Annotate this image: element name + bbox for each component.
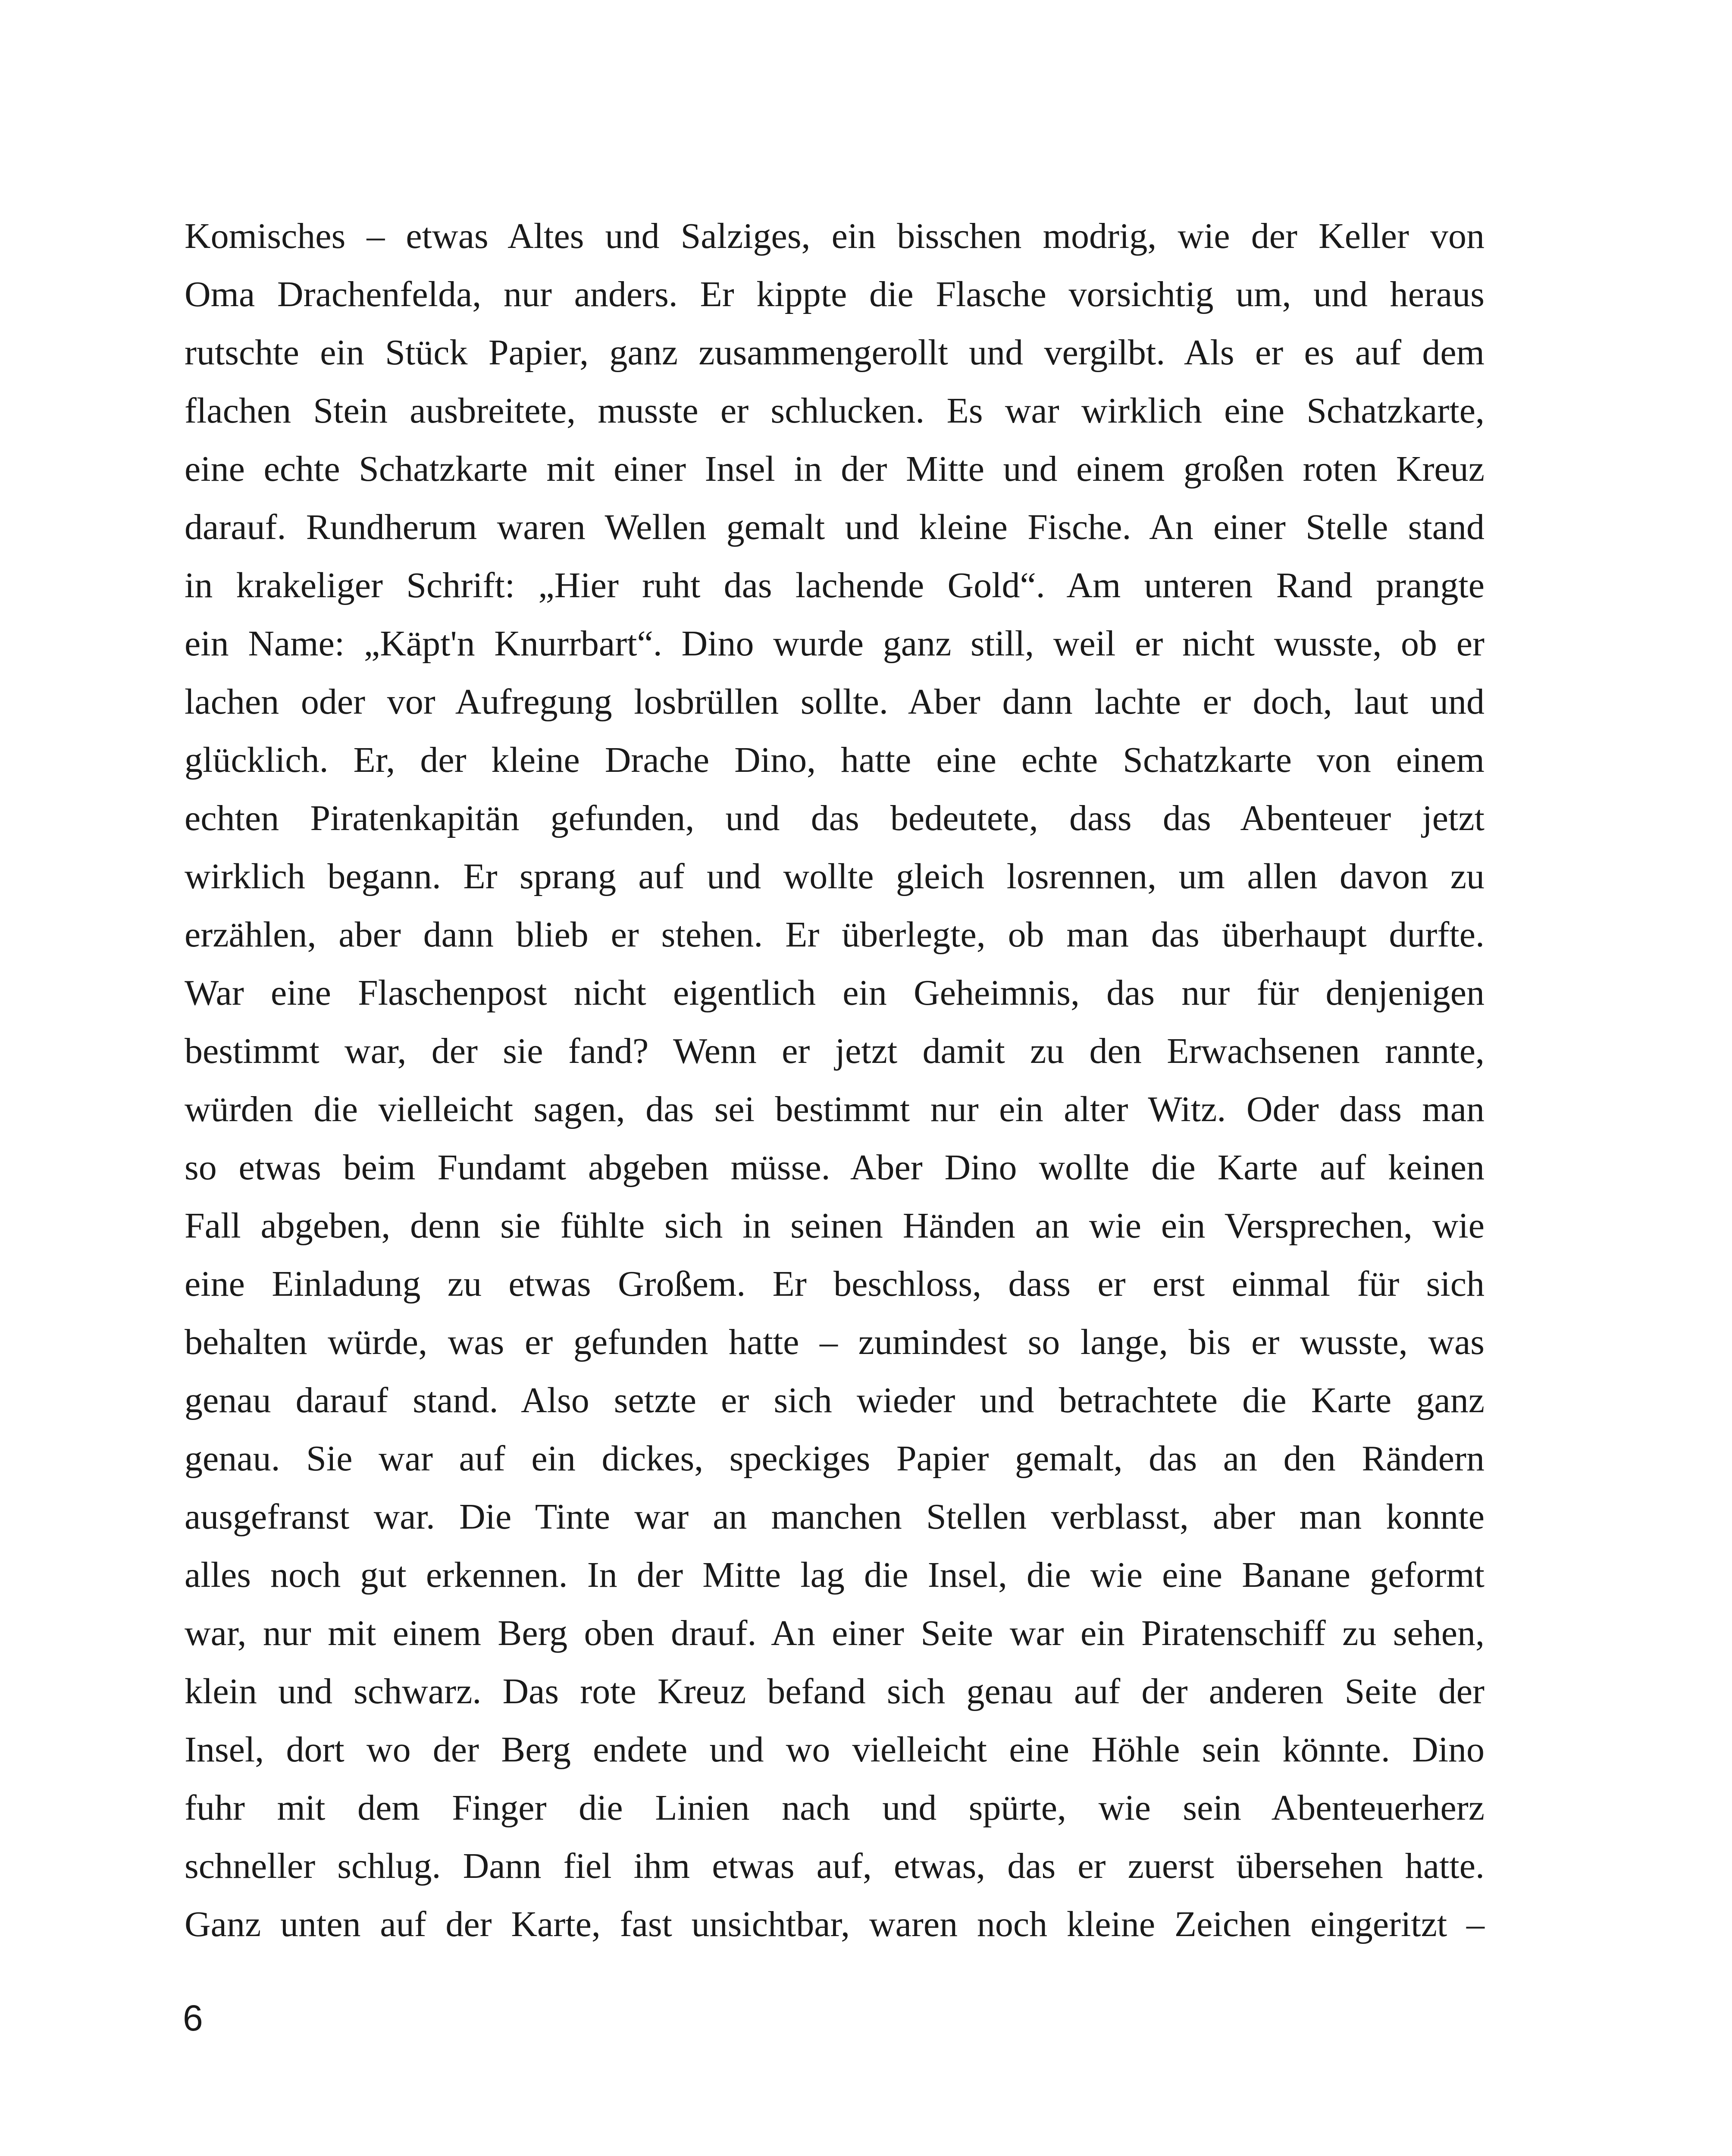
text-line: bestimmt war, der sie fand? Wenn er jetzt damit zu den Erwachsenen rannte, [185, 1031, 1485, 1071]
text-line: war, nur mit einem Berg oben drauf. An einer Seite war ein Piratenschiff zu sehen, [185, 1613, 1485, 1653]
text-line: ein Name: „Käpt'n Knurrbart“. Dino wurde ganz still, weil er nicht wusste, ob er [185, 624, 1485, 664]
text-line: klein und schwarz. Das rote Kreuz befand sich genau auf der anderen Seite der [185, 1671, 1485, 1711]
text-line: so etwas beim Fundamt abgeben müsse. Aber Dino wollte die Karte auf keinen [185, 1147, 1485, 1188]
text-line: War eine Flaschenpost nicht eigentlich ein Geheimnis, das nur für denjenigen [185, 973, 1485, 1013]
text-line: würden die vielleicht sagen, das sei bestimmt nur ein alter Witz. Oder dass man [185, 1089, 1485, 1129]
text-line: eine Einladung zu etwas Großem. Er beschloss, dass er erst einmal für sich [185, 1264, 1485, 1304]
body-text [185, 207, 1485, 1953]
text-line: flachen Stein ausbreitete, musste er schlucken. Es war wirklich eine Schatzkarte, [185, 391, 1485, 431]
text-line: genau darauf stand. Also setzte er sich wieder und betrachtete die Karte ganz [185, 1380, 1485, 1420]
text-line: rutschte ein Stück Papier, ganz zusammengerollt und vergilbt. Als er es auf dem [185, 332, 1485, 373]
text-line: Ganz unten auf der Karte, fast unsichtbar, waren noch kleine Zeichen eingeritzt – [185, 1904, 1485, 1944]
text-line: behalten würde, was er gefunden hatte – zumindest so lange, bis er wusste, was [185, 1322, 1485, 1362]
text-line: in krakeliger Schrift: „Hier ruht das lachende Gold“. Am unteren Rand prangte [185, 565, 1485, 605]
text-line: schneller schlug. Dann fiel ihm etwas auf, etwas, das er zuerst übersehen hatte. [185, 1846, 1485, 1886]
text-line: ausgefranst war. Die Tinte war an manchen Stellen verblasst, aber man konnte [185, 1497, 1485, 1537]
text-line: lachen oder vor Aufregung losbrüllen sollte. Aber dann lachte er doch, laut und [185, 682, 1485, 722]
text-line: wirklich begann. Er sprang auf und wollte gleich losrennen, um allen davon zu [185, 856, 1485, 896]
text-line: Komisches – etwas Altes und Salziges, ein bisschen modrig, wie der Keller von [185, 216, 1485, 256]
text-line: echten Piratenkapitän gefunden, und das bedeutete, dass das Abenteuer jetzt [185, 798, 1485, 838]
text-line: Fall abgeben, denn sie fühlte sich in seinen Händen an wie ein Versprechen, wie [185, 1206, 1485, 1246]
page-number: 6 [183, 1998, 203, 2038]
text-line: fuhr mit dem Finger die Linien nach und spürte, wie sein Abenteuerherz [185, 1788, 1485, 1828]
text-line: genau. Sie war auf ein dickes, speckiges Papier gemalt, das an den Rändern [185, 1438, 1485, 1479]
text-line: eine echte Schatzkarte mit einer Insel in der Mitte und einem großen roten Kreuz [185, 449, 1485, 489]
text-line: darauf. Rundherum waren Wellen gemalt und kleine Fische. An einer Stelle stand [185, 507, 1485, 547]
text-line: Insel, dort wo der Berg endete und wo vielleicht eine Höhle sein könnte. Dino [185, 1730, 1485, 1770]
text-line: alles noch gut erkennen. In der Mitte lag die Insel, die wie eine Banane geformt [185, 1555, 1485, 1595]
text-line: glücklich. Er, der kleine Drache Dino, hatte eine echte Schatzkarte von einem [185, 740, 1485, 780]
text-line: erzählen, aber dann blieb er stehen. Er überlegte, ob man das überhaupt durfte. [185, 915, 1485, 955]
text-line: Oma Drachenfelda, nur anders. Er kippte die Flasche vorsichtig um, und heraus [185, 274, 1485, 314]
